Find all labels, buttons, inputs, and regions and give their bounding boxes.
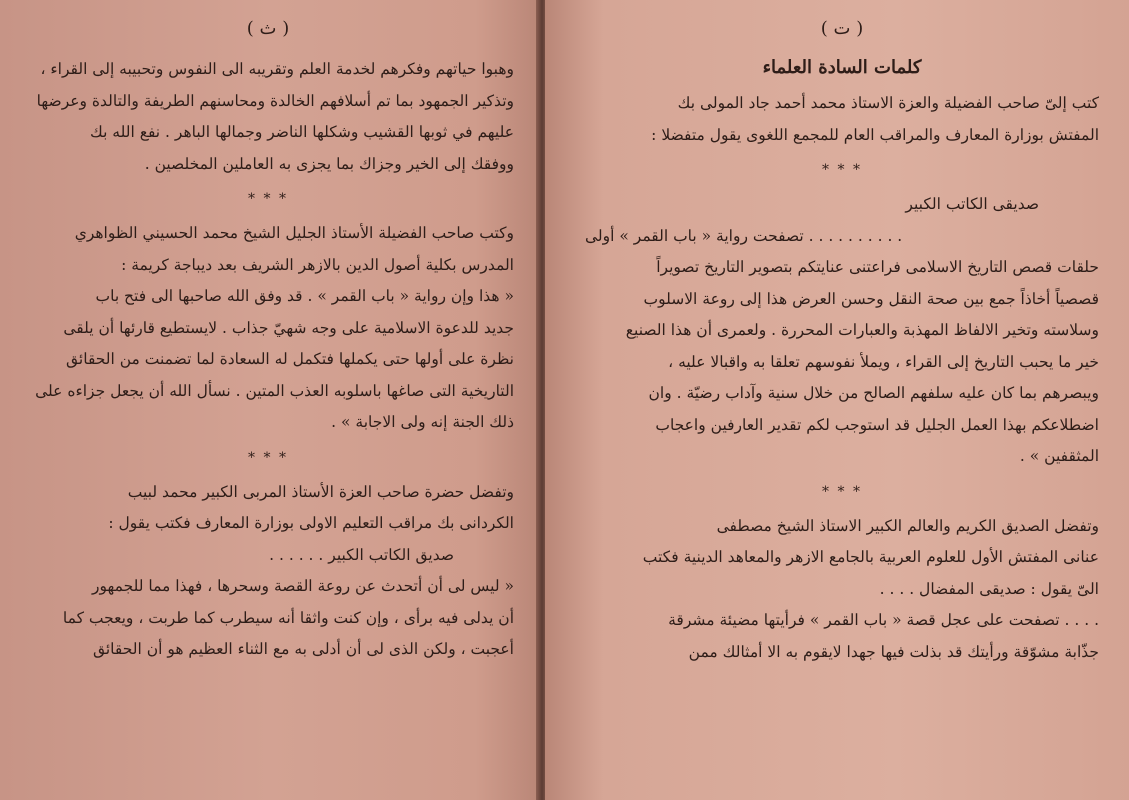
right-page [545, 0, 1129, 800]
text-line: . . . . تصفحت على عجل قصة « باب القمر » فرأيتها مضيئة مشرقة [668, 611, 1099, 629]
section-divider: * * * [822, 483, 862, 500]
page-number: ( ث ) [246, 18, 290, 39]
text-line: أن يدلى فيه برأى ، وإن كنت واثقا أنه سيطرب كما طربت ، ويعجب كما [62, 608, 514, 627]
paragraph [22, 218, 514, 439]
section-title: كلمات السادة العلماء [762, 57, 922, 78]
text-line: « هذا وإن رواية « باب القمر » . قد وفق الله صاحبها الى فتح باب [95, 287, 514, 305]
text-line: ويبصرهم بما كان عليه سلفهم الصالح من خلال سنية وآداب رضيّة . وان [648, 384, 1099, 402]
text-line: جذّابة مشوّقة ورأيتك قد بذلت فيها جهدا لايقوم به الا أمثالك ممن [688, 642, 1099, 661]
paragraph [22, 477, 514, 666]
text-line: الىّ يقول : صديقى المفضال . . . . [879, 579, 1099, 598]
page-number: ( ت ) [820, 18, 864, 39]
text-line: كتب إلىّ صاحب الفضيلة والعزة الاستاذ محمد أحمد جاد المولى بك [677, 94, 1099, 112]
text-line: وتفضل حضرة صاحب العزة الأستاذ المربى الكبير محمد لبيب [127, 482, 514, 501]
text-line: المفتش بوزارة المعارف والمراقب العام للمجمع اللغوى يقول متفضلا : [651, 125, 1099, 144]
salutation: صديق الكاتب الكبير . . . . . . [269, 545, 454, 564]
section-divider: * * * [822, 162, 862, 178]
text-line: « ليس لى أن أتحدث عن روعة القصة وسحرها ، فهذا مما للجمهور [91, 577, 514, 595]
text-line: خير ما يحبب التاريخ إلى القراء ، ويملأ نفوسهم تعلقا به واقبالا عليه ، [668, 352, 1099, 371]
text-line: وسلاسته وتخير الالفاظ المهذبة والعبارات المحررة . ولعمرى أن هذا الصنيع [625, 321, 1099, 339]
paragraph [585, 88, 1099, 151]
paragraph [585, 189, 1099, 473]
text-line: ووفقك إلى الخير وجزاك بما يجزى به العاملين المخلصين . [144, 154, 514, 173]
section-divider: * * * [248, 449, 288, 466]
text-line: حلقات قصص التاريخ الاسلامى فراعتنى عنايتكم بتصوير التاريخ تصويراً [656, 258, 1099, 276]
text-line: اضطلاعكم بهذا العمل الجليل قد استوجب لكم تقدير العارفين واعجاب [655, 415, 1099, 434]
text-line: نظرة على أولها حتى يكملها فتكمل له السعادة لما تضمنت من الحقائق [65, 350, 514, 368]
paragraph [585, 511, 1099, 669]
section-divider: * * * [248, 191, 288, 207]
text-line: وتذكير الجمهود بما تم أسلافهم الخالدة ومحاسنهم الطريفة والتالدة وعرضها [36, 91, 514, 110]
text-line: . . . . . . . . . . تصفحت رواية « باب القمر » أولى [585, 226, 903, 245]
text-line: قصصياً أخاذاً جمع بين صحة النقل وحسن العرض هذا إلى روعة الاسلوب [643, 289, 1099, 308]
text-line: وكتب صاحب الفضيلة الأستاذ الجليل الشيخ محمد الحسيني الظواهري [74, 224, 514, 242]
text-line: ذلك الجنة إنه ولى الاجابة » . [331, 413, 514, 431]
text-line: عنانى المفتش الأول للعلوم العربية بالجامع الازهر والمعاهد الدينية فكتب [642, 548, 1099, 566]
text-line: وهبوا حياتهم وفكرهم لخدمة العلم وتقريبه الى النفوس وتحبيبه إلى القراء ، [40, 60, 514, 78]
text-line: وتفضل الصديق الكريم والعالم الكبير الاستاذ الشيخ مصطفى [716, 516, 1099, 535]
paragraph [22, 54, 514, 180]
text-line: جديد للدعوة الاسلامية على وجه شهيّ جذاب . لايستطيع قارئها أن يلقى [63, 318, 514, 337]
text-line: أعجبت ، ولكن الذى لى أن أدلى به مع الثناء العظيم هو أن الحقائق [92, 640, 514, 658]
left-page [0, 0, 540, 800]
text-line: عليهم في ثوبها القشيب وشكلها الناضر وجمالها الباهر . نفع الله بك [90, 123, 514, 141]
text-line: المدرس بكلية أصول الدين بالازهر الشريف بعد ديباجة كريمة : [121, 255, 514, 274]
text-line: التاريخية التى صاغها باسلوبه العذب المتين . نسأل الله أن يجعل جزاءه على [35, 381, 514, 400]
salutation: صديقى الكاتب الكبير [905, 195, 1039, 213]
text-line: المثقفين » . [1019, 447, 1099, 465]
text-line: الكردانى بك مراقب التعليم الاولى بوزارة المعارف فكتب يقول : [108, 514, 514, 532]
